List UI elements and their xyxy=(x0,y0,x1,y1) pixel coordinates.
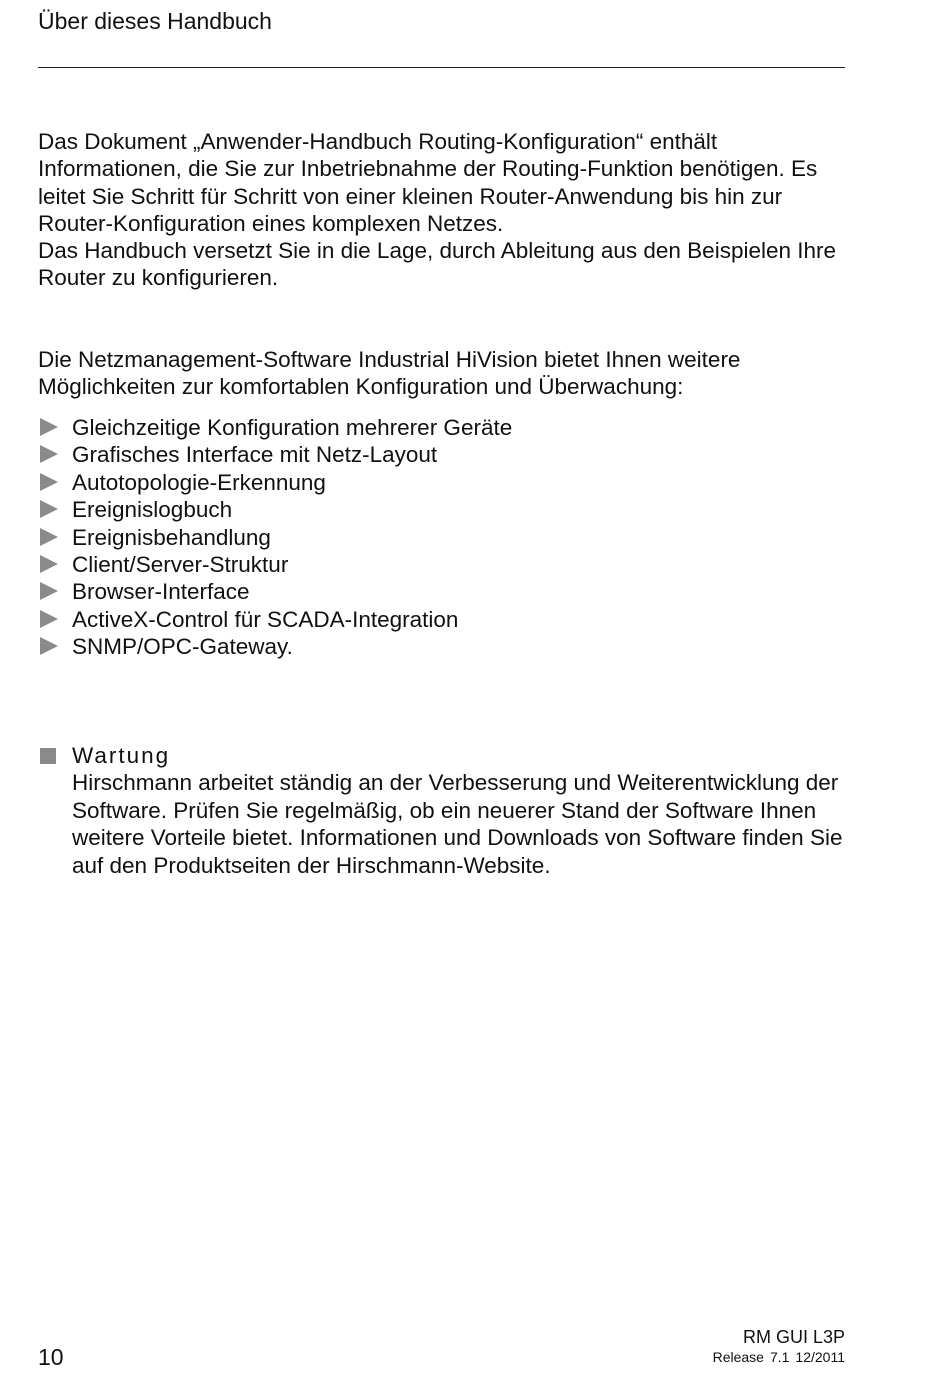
feature-label: ActiveX-Control für SCADA-Integration xyxy=(72,606,459,632)
bullet-triangle-icon xyxy=(40,445,58,463)
feature-label: Grafisches Interface mit Netz-Layout xyxy=(72,442,438,468)
feature-label: Browser-Interface xyxy=(72,579,250,605)
hivision-intro-paragraph: Die Netzmanagement-Software Industrial HiVision bietet Ihnen weitere Möglichkeiten zur komfortablen Konfiguration und Überwachung: xyxy=(38,347,741,400)
feature-label: Ereignisbehandlung xyxy=(72,524,271,550)
page-number: 10 xyxy=(38,1344,64,1370)
release-label: Release xyxy=(712,1349,764,1365)
feature-list-item xyxy=(38,524,512,551)
feature-list-item xyxy=(38,578,512,605)
feature-label: Ereignislogbuch xyxy=(72,497,233,523)
feature-label: Client/Server-Struktur xyxy=(72,551,289,577)
footer-document-info xyxy=(713,1326,845,1366)
bullet-triangle-icon xyxy=(40,582,58,600)
page-header-title: Über dieses Handbuch xyxy=(38,8,272,34)
intro-paragraph-2: Das Handbuch versetzt Sie in die Lage, durch Ableitung aus den Beispielen Ihre Router zu konfigurieren. xyxy=(38,238,837,291)
header-divider xyxy=(38,67,845,68)
bullet-triangle-icon xyxy=(40,610,58,628)
feature-list xyxy=(38,414,512,661)
release-version: 7.1 xyxy=(769,1349,790,1365)
feature-label: SNMP/OPC-Gateway. xyxy=(72,634,293,660)
bullet-triangle-icon xyxy=(40,500,58,518)
bullet-triangle-icon xyxy=(40,637,58,655)
bullet-square-icon xyxy=(40,748,56,764)
feature-list-item xyxy=(38,606,512,633)
feature-list-item xyxy=(38,551,512,578)
intro-paragraph-1: Das Dokument „Anwender-Handbuch Routing-Konfiguration“ enthält Informationen, die Sie zur Inbetriebnahme der Routing-Funktion benötigen. Es leitet Sie Schritt für Schritt von einer kleinen Router-Anwendung bis hin zur Router-Konfiguration eines komplexen Netzes. xyxy=(38,129,818,237)
bullet-triangle-icon xyxy=(40,418,58,436)
feature-list-item xyxy=(38,469,512,496)
bullet-triangle-icon xyxy=(40,555,58,573)
release-info xyxy=(713,1348,845,1366)
bullet-triangle-icon xyxy=(40,473,58,491)
feature-list-item xyxy=(38,496,512,523)
feature-list-item xyxy=(38,633,512,660)
document-id: RM GUI L3P xyxy=(742,1327,845,1347)
maintenance-text: Hirschmann arbeitet ständig an der Verbesserung und Weiterentwicklung der Software. Prüfen Sie regelmäßig, ob ein neuerer Stand der Software Ihnen weitere Vorteile bietet. Informationen und Downloads von Software finden Sie auf den Produktseiten der Hirschmann-Website. xyxy=(72,770,843,878)
release-date: 12/2011 xyxy=(795,1349,845,1365)
feature-list-item xyxy=(38,441,512,468)
feature-label: Autotopologie-Erkennung xyxy=(72,469,326,495)
feature-label: Gleichzeitige Konfiguration mehrerer Geräte xyxy=(72,415,513,440)
bullet-triangle-icon xyxy=(40,528,58,546)
maintenance-title: Wartung xyxy=(72,743,171,768)
feature-list-item xyxy=(38,414,512,441)
